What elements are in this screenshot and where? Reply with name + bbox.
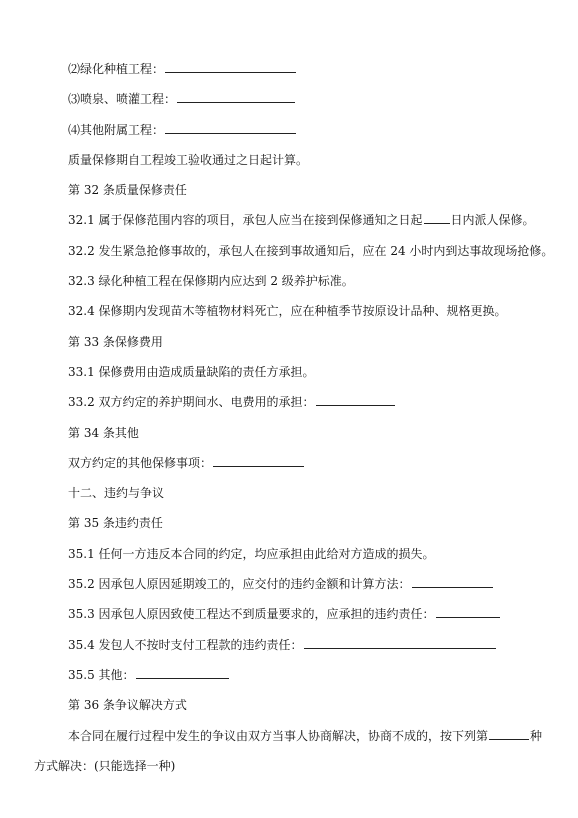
clause-text-tail: 种 xyxy=(530,728,543,743)
fill-in-blank xyxy=(316,393,395,406)
clause-text: 33.2 双方约定的养护期间水、电费用的承担： xyxy=(68,395,315,410)
fill-in-blank xyxy=(177,90,295,103)
clause-32-2: 32.2 发生紧急抢修事故的，承包人在接到事故通知后，应在 24 小时内到达事故现场抢修。 xyxy=(68,243,554,258)
item-other-ancillary xyxy=(34,121,558,151)
clause-35-3 xyxy=(34,605,558,635)
clause-34-body xyxy=(34,454,558,484)
clause-32-4: 32.4 保修期内发现苗木等植物材料死亡，应在种植季节按原设计品种、规格更换。 xyxy=(68,304,507,319)
item-label: ⑷其他附属工程： xyxy=(68,122,165,137)
clause-36-body xyxy=(34,727,558,757)
item-greening-planting xyxy=(34,60,558,90)
clause-35-2 xyxy=(34,575,558,605)
section-heading-12: 十二、违约与争议 xyxy=(68,486,165,501)
fill-in-blank xyxy=(489,727,529,740)
warranty-period-note: 质量保修期自工程竣工验收通过之日起计算。 xyxy=(68,152,309,167)
clause-heading-33: 第 33 条保修费用 xyxy=(68,334,163,349)
clause-32-1 xyxy=(34,211,558,241)
clause-32-3: 32.3 绿化种植工程在保修期内应达到 2 级养护标准。 xyxy=(68,274,354,289)
clause-text: 32.1 属于保修范围内容的项目，承包人应当在接到保修通知之日起 xyxy=(68,213,423,228)
clause-33-2 xyxy=(34,393,558,423)
clause-text: 35.4 发包人不按时支付工程款的违约责任： xyxy=(68,637,303,652)
item-label: ⑵绿化种植工程： xyxy=(68,62,165,76)
fill-in-blank xyxy=(436,605,500,618)
clause-35-1: 35.1 任何一方违反本合同的约定，均应承担由此给对方造成的损失。 xyxy=(68,546,435,561)
clause-heading-36: 第 36 条争议解决方式 xyxy=(68,698,187,713)
item-label: ⑶喷泉、喷灌工程： xyxy=(68,92,177,107)
fill-in-blank xyxy=(213,454,304,467)
clause-heading-32: 第 32 条质量保修责任 xyxy=(68,183,187,198)
fill-in-blank xyxy=(424,211,450,224)
clause-33-1: 33.1 保修费用由造成质量缺陷的责任方承担。 xyxy=(68,364,315,379)
clause-heading-34: 第 34 条其他 xyxy=(68,425,139,440)
fill-in-blank xyxy=(412,575,493,588)
clause-text: 35.5 其他： xyxy=(68,667,135,682)
clause-text: 本合同在履行过程中发生的争议由双方当事人协商解决，协商不成的，按下列第 xyxy=(68,728,489,743)
clause-text: 35.2 因承包人原因延期竣工的，应交付的违约金额和计算方法： xyxy=(68,577,411,592)
clause-35-5 xyxy=(34,666,558,696)
fill-in-blank xyxy=(136,666,229,679)
clause-35-4 xyxy=(34,636,558,666)
fill-in-blank xyxy=(165,121,296,134)
clause-36-body-continuation: 方式解决：(只能选择一种) xyxy=(34,758,176,773)
item-fountain-sprinkler xyxy=(34,90,558,120)
clause-heading-35: 第 35 条违约责任 xyxy=(68,516,163,531)
clause-text: 双方约定的其他保修事项： xyxy=(68,455,213,470)
fill-in-blank xyxy=(165,60,296,73)
clause-text-tail: 日内派人保修。 xyxy=(450,213,535,228)
fill-in-blank xyxy=(304,636,496,649)
clause-text: 35.3 因承包人原因致使工程达不到质量要求的，应承担的违约责任： xyxy=(68,607,435,622)
